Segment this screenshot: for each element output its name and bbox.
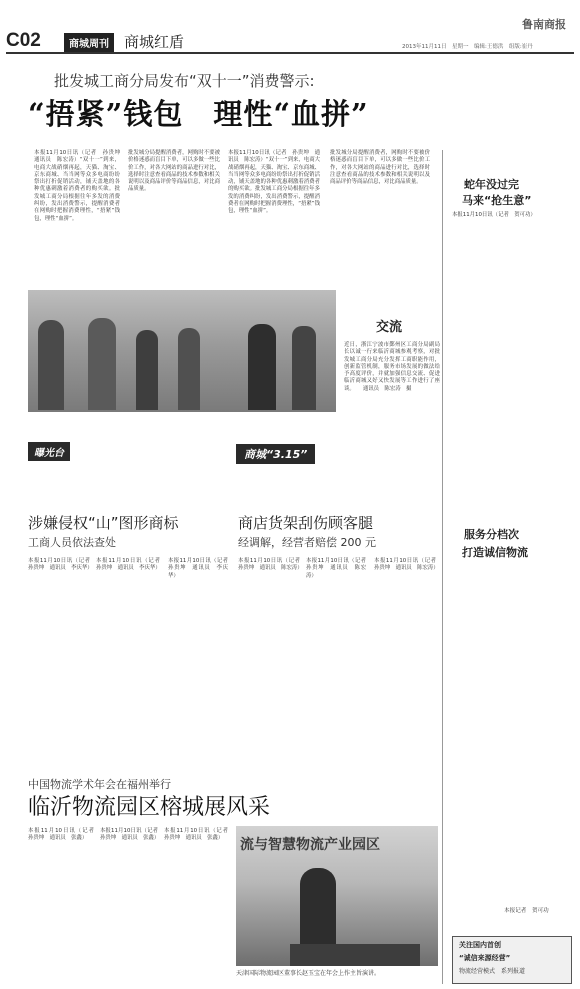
sidebar-story2-headline-b: 打造诚信物流 — [462, 546, 528, 559]
sidebar-story2-headline-a: 服务分档次 — [464, 528, 519, 541]
date-line: 2013年11月11日 星期一 编辑:王德洪 组版:崔丹 — [402, 44, 533, 50]
lead-col-3 — [228, 150, 320, 280]
logistics-col-2 — [100, 828, 164, 980]
lead-paragraph: 批发城分局提醒消费者，网购时不要被价格迷惑而盲目下单，可以多做一些比价工作，对各大网站的商品进行对比，选择时注意查看商品的技术参数和相关说明以及商品评价等商品信息，对比商品质量。 — [330, 150, 430, 186]
salon-col-2 — [306, 558, 372, 760]
lead-paragraph: 本报11月10日讯（记者 孙贵坤 通讯员 陈宏涛）“双十一”到来，电商大战硝烟再起，天猫、淘宝、京东商城、当当网等众多电商纷纷祭出打折促销活动，铺天盖地的各种优惠刺激着消费者的购买欲。批发城工商分局根据往年多发的消费纠纷，发出消费警示，提醒消费者在网购时把握消费理性，“捂紧”钱包，理性“血拼”。 — [228, 150, 320, 215]
masthead-logo: 鲁南商报 — [522, 18, 566, 31]
logistics-photo-caption: 天津国际物流园区董事长赵玉宝在年会上作主旨演讲。 — [236, 970, 381, 977]
logistics-photo-banner: 流与智慧物流产业园区 — [240, 837, 380, 853]
trademark-subhead: 工商人员依法查处 — [28, 536, 116, 549]
trademark-col-3 — [168, 558, 234, 760]
trademark-col-1 — [28, 558, 96, 760]
header-rule — [6, 52, 574, 54]
exchange-photo — [28, 290, 336, 412]
trademark-col-2 — [96, 558, 166, 760]
brand-box: 商城周刊 — [64, 33, 114, 52]
trademark-byline: 本报11月10日讯（记者 孙贵坤 通讯员 李庆华） — [28, 558, 96, 572]
logistics-col-1 — [28, 828, 100, 980]
salon-byline: 本报11月10日讯（记者 孙贵坤 通讯员 陈宏涛） — [374, 558, 442, 572]
sidebar-story2-body — [452, 566, 570, 906]
trademark-byline: 本报11月10日讯（记者 孙贵坤 通讯员 李庆华） — [96, 558, 166, 572]
logistics-headline: 临沂物流园区榕城展风采 — [28, 795, 271, 820]
trademark-headline: 涉嫌侵权“山”图形商标 — [28, 514, 179, 532]
logistics-photo — [236, 826, 438, 966]
salon-byline: 本报11月10日讯（记者 孙贵坤 通讯员 陈宏涛） — [238, 558, 306, 572]
promo-line-1: 关注国内首创 — [459, 941, 501, 949]
exposure-tag: 曝光台 — [28, 442, 70, 461]
sidebar-divider — [442, 150, 443, 984]
page-number: C02 — [6, 30, 41, 51]
logistics-byline: 本报11月10日讯（记者 孙贵坤 通讯员 张鑫） — [28, 828, 100, 842]
salon-byline: 本报11月10日讯（记者 孙贵坤 通讯员 陈宏涛） — [306, 558, 372, 579]
lead-col-4 — [330, 150, 430, 280]
lead-kicker: 批发城工商分局发布“双十一”消费警示: — [54, 72, 315, 90]
section-title: 商城红盾 — [124, 33, 185, 51]
logistics-kicker: 中国物流学术年会在福州举行 — [28, 778, 171, 791]
exchange-title: 交流 — [376, 320, 403, 335]
salon-headline: 商店货架刮伤顾客腿 — [238, 514, 374, 532]
logistics-byline: 本报11月10日讯（记者 孙贵坤 通讯员 张鑫） — [100, 828, 164, 842]
lead-col-2 — [128, 150, 220, 280]
logistics-col-3 — [164, 828, 234, 980]
sidebar-story2-signoff: 本报记者 贺可功 — [504, 908, 549, 914]
sidebar-story1-headline-b: 马来“抢生意” — [462, 194, 532, 207]
sidebar-story1-byline: 本报11月10日讯（记者 贺可功） — [452, 212, 536, 218]
exchange-caption: 近日，浙江宁波市鄞州区工商分局副局长以诚一行来临沂商城参观考察，对批发城工商分局充分发挥工商职能作用，创新监管机制，服务市场发展的做法给予高度评价，并就加强信息交流、促进临沂商城又好又快发展等工作进行了座谈。 通讯员 陈宏涛 摄 — [344, 342, 440, 392]
salon-col-3 — [374, 558, 442, 760]
lead-paragraph: 本报11月10日讯（记者 孙贵坤 通讯员 陈宏涛）“双十一”到来，电商大战硝烟再起，天猫、淘宝、京东商城、当当网等众多电商纷纷祭出打折促销活动，铺天盖地的各种优惠刺激着消费者的购买欲。批发城工商分局根据往年多发的消费纠纷，发出消费警示，提醒消费者在网购时把握消费理性，“捂紧”钱包，理性“血拼”。 — [34, 150, 126, 222]
trademark-byline: 本报11月10日讯（记者 孙贵坤 通讯员 李庆华） — [168, 558, 234, 579]
series-promo-box — [452, 936, 572, 984]
logistics-byline: 本报11月10日讯（记者 孙贵坤 通讯员 张鑫） — [164, 828, 234, 842]
consumer-rights-tag: 商城“3.15” — [236, 444, 315, 464]
lead-headline: “捂紧”钱包 理性“血拼” — [28, 97, 369, 131]
sidebar-story1-headline-a: 蛇年没过完 — [464, 178, 519, 191]
promo-line-2: “诚信来源经营” — [459, 954, 511, 962]
salon-subhead: 经调解，经营者赔偿 200 元 — [238, 536, 376, 549]
lead-paragraph: 批发城分局提醒消费者，网购时不要被价格迷惑而盲目下单，可以多做一些比价工作，对各大网站的商品进行对比，选择时注意查看商品的技术参数和相关说明以及商品评价等商品信息，对比商品质量。 — [128, 150, 220, 193]
lead-col-1 — [34, 150, 126, 280]
salon-col-1 — [238, 558, 306, 760]
sidebar-story1-body — [452, 212, 570, 464]
promo-line-3: 物流经营模式 系列报道 — [459, 968, 526, 975]
